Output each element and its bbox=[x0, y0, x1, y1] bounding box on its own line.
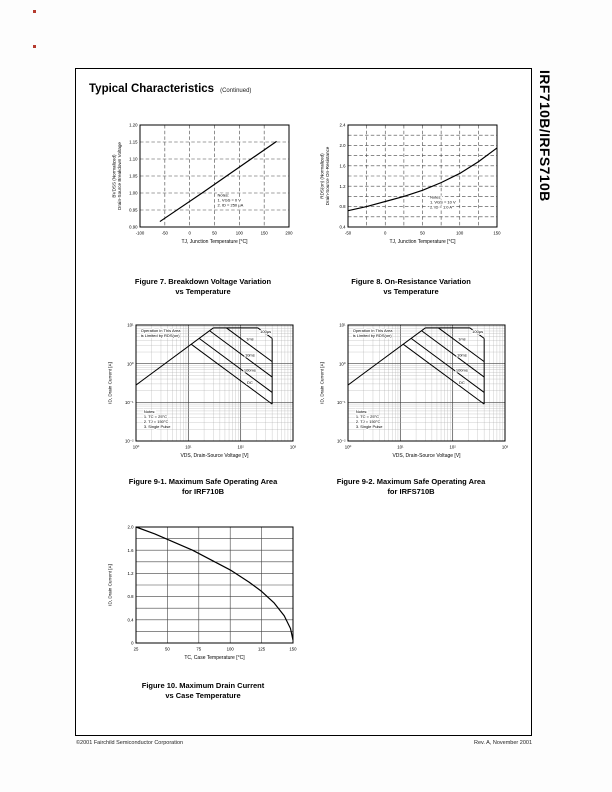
svg-text:150: 150 bbox=[260, 230, 268, 236]
svg-text:1.6: 1.6 bbox=[127, 547, 134, 553]
svg-text:Notes:: Notes: bbox=[217, 192, 230, 198]
svg-text:0.4: 0.4 bbox=[127, 617, 134, 623]
figure9-2-soa-chart-irfs710b bbox=[318, 319, 513, 477]
svg-text:TC, Case Temperature [°C]: TC, Case Temperature [°C] bbox=[184, 655, 245, 661]
svg-text:Notes:: Notes: bbox=[355, 409, 368, 415]
svg-text:10⁻²: 10⁻² bbox=[125, 438, 134, 444]
svg-text:DC: DC bbox=[458, 379, 465, 385]
svg-text:50: 50 bbox=[212, 230, 217, 236]
svg-text:50: 50 bbox=[420, 230, 425, 236]
svg-text:0.95: 0.95 bbox=[129, 207, 138, 213]
section-title: Typical Characteristics bbox=[89, 83, 215, 95]
svg-text:2. ID = 1.0 A: 2. ID = 1.0 A bbox=[429, 204, 453, 210]
figure-caption-line: vs Case Temperature bbox=[165, 690, 241, 700]
svg-text:1. TC = 25°C: 1. TC = 25°C bbox=[143, 414, 168, 420]
svg-text:is Limited by RDS(on): is Limited by RDS(on) bbox=[140, 332, 180, 338]
svg-text:0: 0 bbox=[131, 640, 134, 646]
svg-text:100: 100 bbox=[226, 646, 234, 652]
svg-text:Operation in This Area: Operation in This Area bbox=[352, 327, 393, 333]
svg-text:1.2: 1.2 bbox=[339, 183, 346, 189]
svg-text:VDS, Drain-Source Voltage [V]: VDS, Drain-Source Voltage [V] bbox=[180, 453, 249, 459]
footer-copyright: ©2001 Fairchild Semiconductor Corporation bbox=[76, 740, 184, 746]
svg-text:10¹: 10¹ bbox=[127, 322, 134, 328]
svg-text:0.90: 0.90 bbox=[129, 224, 138, 230]
svg-text:TJ, Junction Temperature [°C]: TJ, Junction Temperature [°C] bbox=[389, 239, 456, 245]
figure8-caption bbox=[304, 277, 518, 296]
svg-text:1.10: 1.10 bbox=[129, 156, 138, 162]
svg-text:1.00: 1.00 bbox=[129, 190, 138, 196]
svg-text:1.20: 1.20 bbox=[129, 122, 138, 128]
svg-text:Notes:: Notes: bbox=[143, 409, 156, 415]
figure8-on-resistance-chart bbox=[318, 119, 503, 259]
svg-text:100: 100 bbox=[456, 230, 464, 236]
svg-text:VDS, Drain-Source Voltage [V]: VDS, Drain-Source Voltage [V] bbox=[392, 453, 461, 459]
svg-text:100μs: 100μs bbox=[472, 328, 484, 334]
svg-text:RDS(on) (Normalized): RDS(on) (Normalized) bbox=[319, 153, 325, 199]
svg-text:75: 75 bbox=[196, 646, 202, 652]
page-header bbox=[89, 79, 251, 97]
svg-text:100ms: 100ms bbox=[243, 367, 256, 373]
svg-text:10³: 10³ bbox=[501, 444, 509, 450]
figure10-drain-current-chart bbox=[106, 521, 301, 679]
svg-text:2.0: 2.0 bbox=[339, 143, 346, 148]
svg-text:2.0: 2.0 bbox=[127, 524, 134, 530]
svg-text:Drain-Source Breakdown Voltage: Drain-Source Breakdown Voltage bbox=[117, 142, 122, 210]
svg-text:2.4: 2.4 bbox=[339, 122, 346, 128]
figure10-caption bbox=[96, 681, 310, 700]
datasheet-page bbox=[75, 68, 532, 736]
svg-text:200: 200 bbox=[285, 230, 293, 236]
svg-text:-50: -50 bbox=[161, 230, 168, 236]
svg-text:100ms: 100ms bbox=[455, 367, 468, 373]
svg-text:10³: 10³ bbox=[289, 444, 297, 450]
svg-text:1ms: 1ms bbox=[246, 336, 254, 342]
svg-text:ID, Drain Current [A]: ID, Drain Current [A] bbox=[107, 564, 113, 606]
figure-caption-line: vs Temperature bbox=[175, 286, 231, 296]
figure-caption-line: Figure 10. Maximum Drain Current bbox=[141, 681, 265, 690]
part-number-vertical-label: IRF710B/IRFS710B bbox=[537, 70, 553, 202]
figure-caption-line: for IRF710B bbox=[181, 486, 225, 496]
figure-caption-line: Figure 8. On-Resistance Variation bbox=[351, 277, 471, 286]
figure9-1-soa-chart-irf710b bbox=[106, 319, 301, 477]
svg-text:10ms: 10ms bbox=[244, 352, 255, 358]
figure9-2-caption bbox=[304, 477, 518, 496]
svg-text:2. TJ = 150°C: 2. TJ = 150°C bbox=[355, 419, 381, 425]
svg-text:10⁻²: 10⁻² bbox=[337, 438, 346, 444]
svg-text:0.8: 0.8 bbox=[127, 594, 134, 600]
svg-text:10²: 10² bbox=[237, 444, 244, 450]
svg-text:-50: -50 bbox=[344, 230, 352, 236]
svg-text:3. Single Pulse: 3. Single Pulse bbox=[355, 424, 383, 430]
svg-text:100: 100 bbox=[235, 230, 243, 236]
figure-caption-line: for IRFS710B bbox=[387, 486, 435, 496]
svg-text:1.2: 1.2 bbox=[127, 571, 134, 576]
svg-text:3. Single Pulse: 3. Single Pulse bbox=[143, 424, 171, 430]
svg-text:is Limited by RDS(on): is Limited by RDS(on) bbox=[352, 332, 392, 338]
svg-text:125: 125 bbox=[258, 646, 266, 652]
svg-text:10¹: 10¹ bbox=[185, 444, 192, 450]
svg-text:1.6: 1.6 bbox=[339, 163, 346, 169]
svg-text:1.05: 1.05 bbox=[129, 173, 138, 179]
svg-text:10⁰: 10⁰ bbox=[126, 361, 134, 367]
svg-text:10²: 10² bbox=[449, 444, 456, 450]
svg-text:Notes:: Notes: bbox=[429, 194, 442, 200]
svg-text:1. VGS = 10 V: 1. VGS = 10 V bbox=[429, 199, 456, 205]
svg-text:150: 150 bbox=[493, 230, 501, 236]
svg-text:10¹: 10¹ bbox=[397, 444, 404, 450]
figure-caption-line: Figure 7. Breakdown Voltage Variation bbox=[134, 277, 272, 286]
svg-text:-100: -100 bbox=[135, 230, 145, 236]
scan-artifact-dot bbox=[33, 10, 36, 13]
svg-text:0: 0 bbox=[384, 230, 387, 236]
section-continued-label: (Continued) bbox=[220, 88, 252, 94]
svg-text:BVDSS (Normalized): BVDSS (Normalized) bbox=[111, 154, 117, 198]
figure7-caption bbox=[96, 277, 310, 296]
svg-text:2. TJ = 150°C: 2. TJ = 150°C bbox=[143, 419, 169, 425]
svg-text:1.15: 1.15 bbox=[129, 139, 138, 145]
svg-text:Operation in This Area: Operation in This Area bbox=[140, 327, 181, 333]
figure-caption-line: vs Temperature bbox=[383, 286, 439, 296]
svg-text:0.8: 0.8 bbox=[339, 204, 346, 210]
figure-caption-line: Figure 9-2. Maximum Safe Operating Area bbox=[336, 477, 486, 486]
svg-text:ID, Drain Current [A]: ID, Drain Current [A] bbox=[319, 362, 325, 404]
scan-artifact-dot bbox=[33, 45, 36, 48]
svg-text:1. VGS = 0 V: 1. VGS = 0 V bbox=[217, 197, 241, 203]
footer-revision: Rev. A, November 2001 bbox=[474, 740, 532, 746]
svg-text:10⁰: 10⁰ bbox=[132, 444, 140, 450]
figure9-1-caption bbox=[96, 477, 310, 496]
svg-text:1. TC = 25°C: 1. TC = 25°C bbox=[355, 414, 380, 420]
svg-text:100μs: 100μs bbox=[260, 328, 272, 334]
svg-text:10⁻¹: 10⁻¹ bbox=[337, 399, 346, 405]
svg-text:1ms: 1ms bbox=[458, 336, 466, 342]
svg-text:0.4: 0.4 bbox=[339, 224, 346, 230]
svg-text:10⁰: 10⁰ bbox=[338, 361, 346, 367]
svg-text:2. ID = 250 μA: 2. ID = 250 μA bbox=[217, 202, 244, 208]
svg-text:50: 50 bbox=[165, 646, 170, 652]
svg-text:150: 150 bbox=[289, 646, 297, 652]
svg-text:10¹: 10¹ bbox=[339, 322, 346, 328]
svg-text:ID, Drain Current [A]: ID, Drain Current [A] bbox=[107, 362, 113, 404]
svg-text:0: 0 bbox=[188, 230, 191, 236]
svg-text:10⁰: 10⁰ bbox=[344, 444, 352, 450]
svg-text:Drain-Source On-Resistance: Drain-Source On-Resistance bbox=[325, 146, 330, 206]
svg-text:DC: DC bbox=[246, 379, 253, 385]
figure-caption-line: Figure 9-1. Maximum Safe Operating Area bbox=[128, 477, 278, 486]
svg-text:25: 25 bbox=[133, 646, 139, 652]
svg-text:10⁻¹: 10⁻¹ bbox=[125, 399, 134, 405]
figure7-breakdown-voltage-chart bbox=[110, 119, 295, 259]
svg-text:10ms: 10ms bbox=[456, 352, 467, 358]
svg-text:TJ, Junction Temperature [°C]: TJ, Junction Temperature [°C] bbox=[181, 239, 248, 245]
